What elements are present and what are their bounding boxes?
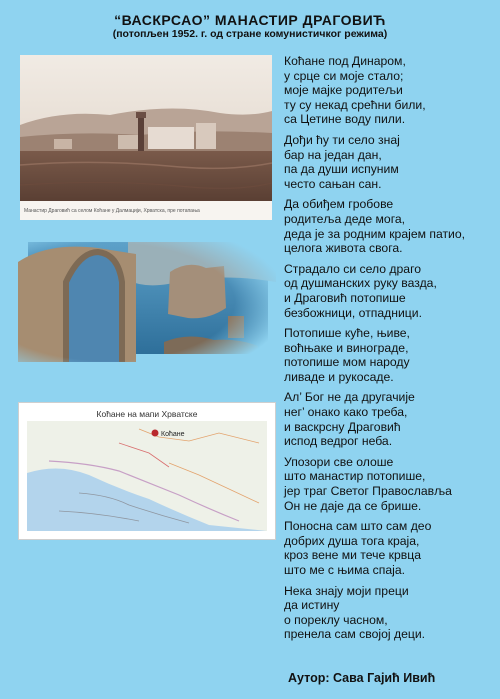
poem-line: Упозори све олоше (284, 454, 394, 469)
poem-line: воћњаке и винограде, (284, 340, 409, 355)
poem-stanza (284, 133, 498, 191)
croatia-map (18, 402, 276, 540)
poem-line: потопише мом народу (284, 355, 410, 370)
page-title: “ВАСКРСАО” МАНАСТИР ДРАГОВИЋ (114, 12, 386, 28)
poem-line: и Драговић потопише (284, 290, 406, 305)
poem-line: нег’ онако како треба, (284, 405, 408, 420)
poem-stanza (284, 584, 498, 642)
submerged-ruins-photo (18, 242, 276, 362)
poem-line: Дођи ћу ти село знај (284, 132, 400, 147)
poem-stanza (284, 455, 498, 513)
poem-line: Потопише куће, њиве, (284, 326, 410, 341)
poem-line: пренела сам својој деци. (284, 627, 426, 642)
poem-stanza (284, 326, 498, 384)
poem-line: кроз вене ми тече крвца (284, 548, 421, 563)
poem-line: ливаде и рукосаде. (284, 369, 394, 384)
poem-line: добрих душа тога краја, (284, 533, 420, 548)
poem-line: од душманских руку вазда, (284, 276, 437, 291)
poem-stanza (284, 262, 498, 320)
poem-line: Ал’ Бог не да другачије (284, 390, 415, 405)
poem-line: Да обиђем гробове (284, 197, 394, 212)
poem-line: деда је за родним крајем патио, (284, 226, 466, 241)
poem-line: што манастир потопише, (284, 469, 426, 484)
poem-line: јер траг Светог Православља (284, 484, 452, 499)
poem-line: ту су некад срећни били, (284, 97, 426, 112)
poem-line: Коћане под Динаром, (284, 54, 406, 68)
poem-line: што ме с њима спаја. (284, 563, 406, 577)
poem-line: Нека знају моји преци (284, 583, 409, 598)
poem-line: целога живота свога. (284, 241, 403, 256)
map-marker-label: Коћане (161, 431, 185, 438)
poem (284, 54, 498, 648)
map-caption: Коћане на мапи Хрватске (96, 409, 198, 419)
poem-line: Страдало си село драго (284, 261, 422, 276)
poem-stanza (284, 197, 498, 255)
poem-line: о пореклу часном, (284, 612, 388, 627)
monastery-village-photo (20, 55, 272, 220)
poem-line: безбожници, отпадници. (284, 305, 422, 320)
poem-line: моје мајке родитељи (284, 83, 403, 98)
poem-line: Поносна сам што сам део (284, 519, 432, 534)
poem-stanza (284, 54, 498, 127)
poem-line: бар на један дан, (284, 147, 382, 162)
photo-caption: Манастир Драговић са селом Коћане у Далмацији, Хрватска, пре потапања (24, 208, 200, 214)
poem-line: са Цетине воду пили. (284, 112, 406, 127)
page-subtitle: (потопљен 1952. г. од стране комунистичког режима) (112, 28, 388, 40)
poem-line: и васкрсну Драговић (284, 419, 401, 434)
poem-line: да истину (284, 598, 340, 613)
poem-line: често сањан сан. (284, 176, 382, 191)
poem-stanza (284, 519, 498, 577)
author-line: Аутор: Сава Гајић Ивић (288, 671, 436, 685)
poem-stanza (284, 390, 498, 448)
poem-line: па да души испуним (284, 162, 399, 177)
poem-line: родитеља деде мога, (284, 211, 406, 226)
poem-line: у срце си моје стало; (284, 68, 404, 83)
poem-line: испод ведрог неба. (284, 434, 393, 449)
poem-line: Он не даје да се брише. (284, 498, 422, 513)
